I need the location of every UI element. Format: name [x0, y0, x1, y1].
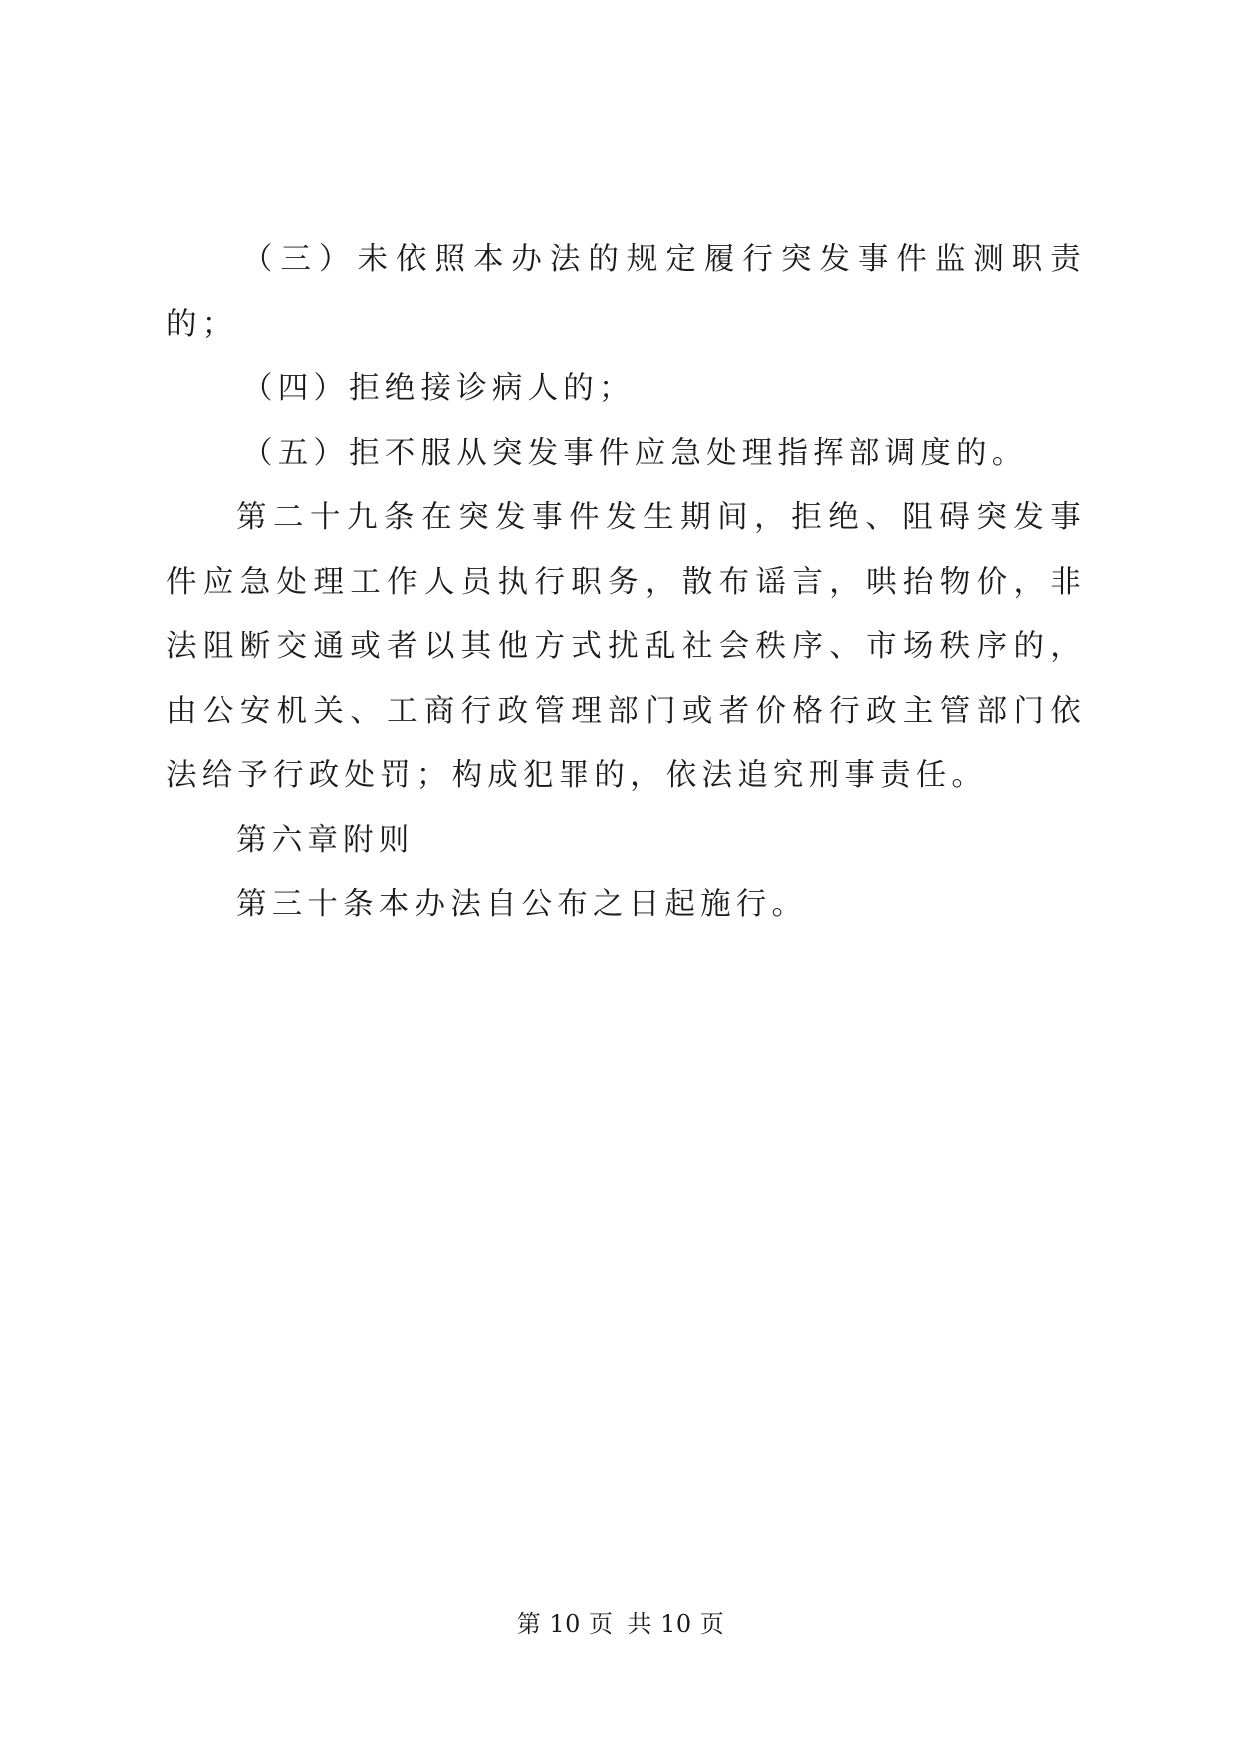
page-number: 第 10 页 [516, 1610, 614, 1638]
document-body [166, 228, 1086, 938]
list-item-four: （四）拒绝接诊病人的； [242, 371, 635, 406]
list-item-three: （三）未依照本办法的规定履行突发事件监测职责的； [166, 242, 1086, 342]
page-footer [0, 1609, 1241, 1639]
page-total: 共 10 页 [627, 1610, 725, 1638]
chapter-heading: 第六章附则 [236, 822, 415, 858]
article-30-paragraph: 第三十条本办法自公布之日起施行。 [236, 887, 808, 922]
article-29-paragraph: 第二十九条在突发事件发生期间，拒绝、阻碍突发事件应急处理工作人员执行职务，散布谣言，哄抬物价，非法阻断交通或者以其他方式扰乱社会秩序、市场秩序的，由公安机关、工商行政管理部门或者价格行政主管部门依法给予行政处罚；构成犯罪的，依法追究刑事责任。 [166, 500, 1086, 793]
list-item-five: （五）拒不服从突发事件应急处理指挥部调度的。 [242, 435, 1028, 471]
